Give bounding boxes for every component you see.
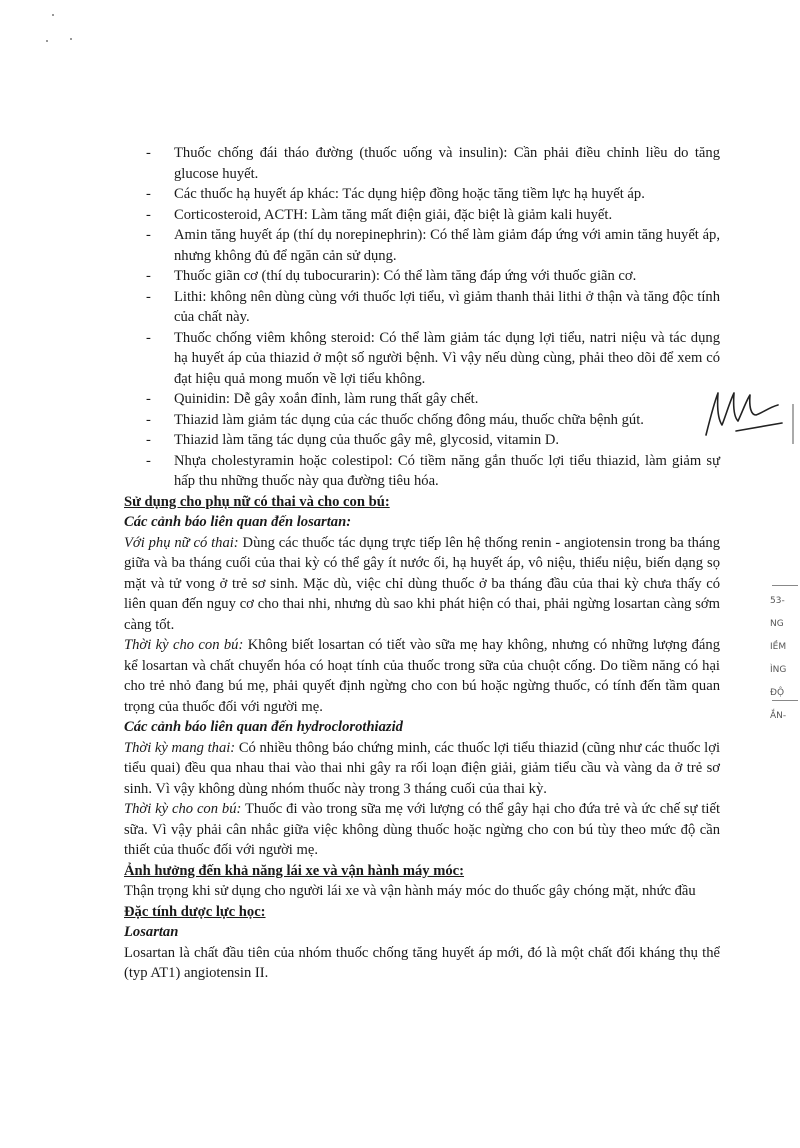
list-item-text: Thuốc chống viêm không steroid: Có thể làm giảm tác dụng lợi tiểu, natri niệu và tác dụng hạ huyết áp của thiazid ở một số người bệnh. Vì vậy nếu dùng cùng, phải theo dõi để xem có đạt hiệu quả mong muốn về lợi tiểu không. xyxy=(174,329,720,387)
list-item-text: Các thuốc hạ huyết áp khác: Tác dụng hiệp đồng hoặc tăng tiềm lực hạ huyết áp. xyxy=(174,186,645,202)
list-item-text: Nhựa cholestyramin hoặc colestipol: Có tiềm năng gắn thuốc lợi tiểu thiazid, làm giảm sự hấp thu những thuốc này qua đường tiêu hóa. xyxy=(174,452,720,489)
driving-heading: Ảnh hưởng đến khả năng lái xe và vận hành máy móc: xyxy=(124,862,465,879)
list-item-text: Lithi: không nên dùng cùng với thuốc lợi tiểu, vì giảm thanh thải lithi ở thận và tăng độc tính của chất này. xyxy=(174,288,720,325)
paragraph-text: Không biết losartan có tiết vào sữa mẹ hay không, nhưng có những lượng đáng kể losartan và chất chuyển hóa có hoạt tính của thuốc trong sữa của chuột cống. Do tiềm năng có hại cho trẻ nhỏ đang bú mẹ, phải quyết định ngừng cho con bú hoặc ngừng thuốc, có tính đến tầm quan trọng của thuốc đối với người mẹ. xyxy=(124,637,721,715)
losartan-nursing-paragraph xyxy=(124,635,720,717)
edge-fragment: 53- xyxy=(770,596,785,606)
bullet-dash: - xyxy=(146,268,151,284)
bullet-dash: - xyxy=(146,145,151,161)
paragraph-text: Có nhiều thông báo chứng minh, các thuốc lợi tiểu thiazid (cũng như các thuốc lợi tiểu quai) đều qua nhau thai vào thai nhi gây ra rối loạn điện giải, giảm tiểu cầu và vàng da ở trẻ sơ sinh. Vì vậy không dùng nhóm thuốc này trong 3 tháng cuối của thai kỳ. xyxy=(124,739,720,797)
list-item xyxy=(124,389,720,410)
bullet-dash: - xyxy=(146,186,151,202)
paragraph-lead: Thời kỳ cho con bú: xyxy=(124,637,244,653)
list-item-text: Amin tăng huyết áp (thí dụ norepinephrin): Có thể làm giảm đáp ứng với amin tăng huyết áp, nhưng không đủ để ngăn cản sử dụng. xyxy=(174,227,720,264)
list-item xyxy=(124,143,720,184)
list-item-text: Thuốc chống đái tháo đường (thuốc uống và insulin): Cần phải điều chỉnh liều do tăng glucose huyết. xyxy=(174,145,720,182)
list-item xyxy=(124,287,720,328)
scan-specks xyxy=(44,14,84,54)
edge-fragment: ẮN- xyxy=(770,711,787,721)
paragraph-text: Dùng các thuốc tác dụng trực tiếp lên hệ thống renin - angiotensin trong ba tháng giữa và ba tháng cuối của thai kỳ có thể gây ít nước ối, hạ huyết áp, vô niệu, thiểu niệu, biến dạng sọ mặt và tử vong ở trẻ sơ sinh. Mặc dù, việc chỉ dùng thuốc ở ba tháng đầu của thai kỳ chưa thấy có liên quan đến nguy cơ cho thai nhi, nhưng dù sao khi phát hiện có thai, phải ngừng losartan càng sớm càng tốt. xyxy=(124,534,720,633)
paragraph-lead: Thời kỳ cho con bú: xyxy=(124,801,242,817)
bullet-dash: - xyxy=(146,227,151,243)
edge-fragments xyxy=(770,590,800,728)
paragraph-text: Thuốc đi vào trong sữa mẹ với lượng có thể gây hại cho đứa trẻ và ức chế sự tiết sữa. Vì vậy phải cân nhắc giữa việc không dùng thuốc hoặc ngừng cho con bú tùy theo mức độ cần thiết của thuốc đối với người mẹ. xyxy=(124,801,720,858)
list-item xyxy=(124,205,720,226)
list-item-text: Corticosteroid, ACTH: Làm tăng mất điện giải, đặc biệt là giảm kali huyết. xyxy=(174,206,613,223)
edge-fragment: NG xyxy=(770,619,784,629)
losartan-warnings-heading: Các cảnh báo liên quan đến losartan: xyxy=(124,514,352,530)
bullet-dash: - xyxy=(146,411,151,428)
list-item xyxy=(124,328,720,390)
bullet-dash: - xyxy=(146,288,151,305)
paragraph-lead: Với phụ nữ có thai: xyxy=(124,534,239,551)
edge-fragment: ÌNG xyxy=(770,665,787,675)
scan-edge-mark xyxy=(792,404,794,444)
handwritten-signature xyxy=(700,385,786,437)
list-item-text: Thiazid làm giảm tác dụng của các thuốc chống đông máu, thuốc chữa bệnh gút. xyxy=(174,411,644,428)
list-item-text: Thuốc giãn cơ (thí dụ tubocurarin): Có thể làm tăng đáp ứng với thuốc giãn cơ. xyxy=(174,268,637,284)
list-item xyxy=(124,451,720,492)
list-item xyxy=(124,410,720,431)
edge-fragment: IỀM xyxy=(770,642,787,652)
losartan-subheading: Losartan xyxy=(124,924,179,940)
list-item xyxy=(124,184,720,205)
hctz-warnings-heading: Các cảnh báo liên quan đến hydroclorothiazid xyxy=(124,719,403,735)
pharmacodynamics-heading: Đặc tính dược lực học: xyxy=(124,903,266,920)
losartan-pregnancy-paragraph xyxy=(124,533,720,636)
pregnancy-heading: Sử dụng cho phụ nữ có thai và cho con bú: xyxy=(124,493,390,510)
list-item xyxy=(124,225,720,266)
paragraph-lead: Thời kỳ mang thai: xyxy=(124,739,236,756)
list-item-text: Thiazid làm tăng tác dụng của thuốc gây mê, glycosid, vitamin D. xyxy=(174,432,560,448)
page-content xyxy=(124,143,720,984)
list-item xyxy=(124,266,720,287)
bullet-dash: - xyxy=(146,452,151,469)
interaction-list xyxy=(124,143,720,492)
hctz-pregnancy-paragraph xyxy=(124,738,720,800)
bullet-dash: - xyxy=(146,432,151,448)
driving-paragraph: Thận trọng khi sử dụng cho người lái xe và vận hành máy móc do thuốc gây chóng mặt, nhức đầu xyxy=(124,883,696,899)
hctz-nursing-paragraph xyxy=(124,799,720,861)
bullet-dash: - xyxy=(146,329,151,346)
edge-rule xyxy=(772,585,798,586)
bullet-dash: - xyxy=(146,391,151,407)
bullet-dash: - xyxy=(146,206,151,223)
pharmacodynamics-paragraph: Losartan là chất đầu tiên của nhóm thuốc chống tăng huyết áp mới, đó là một chất đối kháng thụ thể (typ AT1) angiotensin II. xyxy=(124,944,720,981)
edge-fragment: ĐỘ xyxy=(770,688,785,698)
list-item xyxy=(124,430,720,451)
list-item-text: Quinidin: Dễ gây xoắn đỉnh, làm rung thất gây chết. xyxy=(174,391,479,407)
